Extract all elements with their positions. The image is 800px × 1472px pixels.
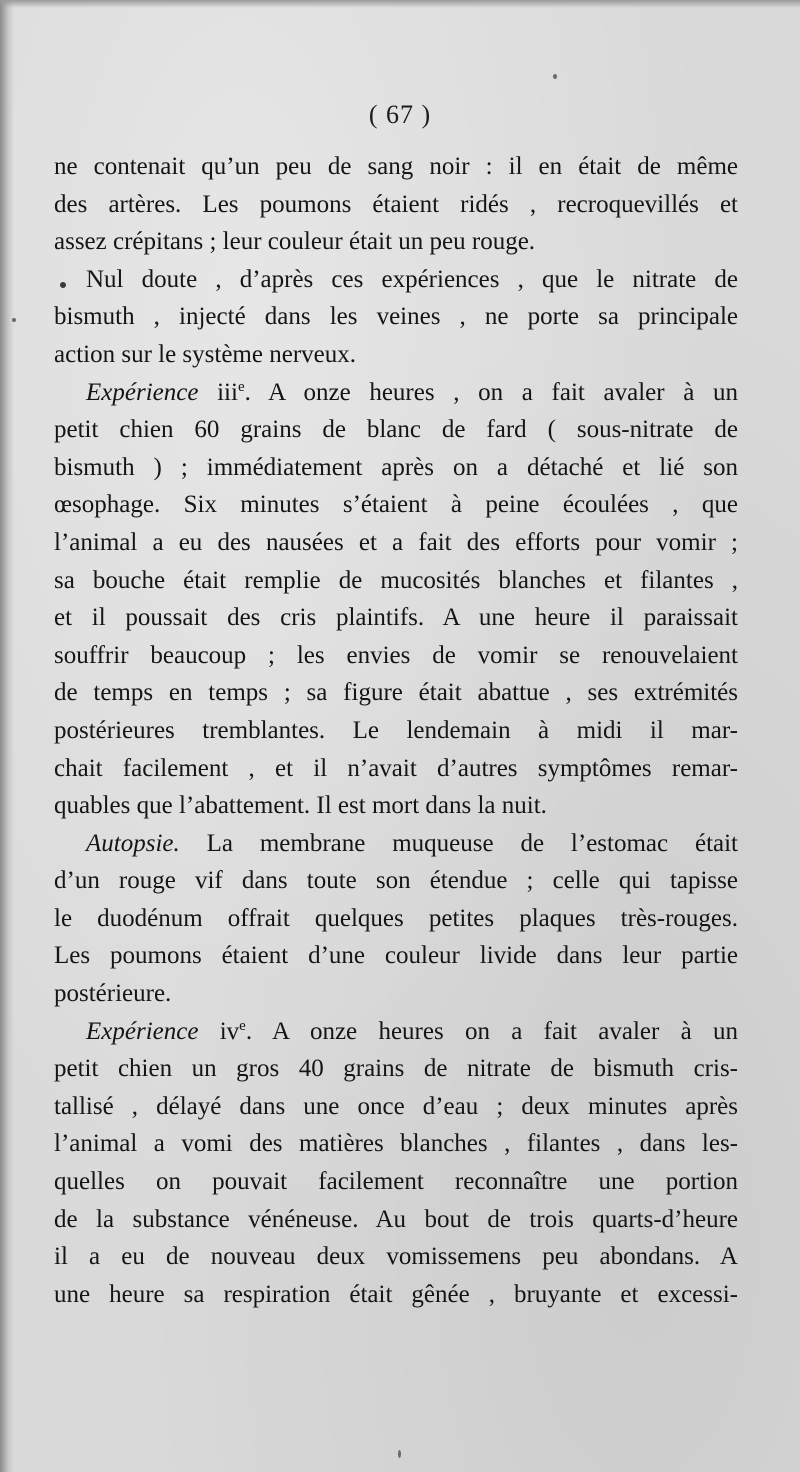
text-line: le duodénum offrait quelques petites plaques très-rouges. xyxy=(54,904,738,932)
page-binding-shadow xyxy=(0,0,14,1472)
text-line: quelles on pouvait facilement reconnaître une portion xyxy=(54,1168,738,1196)
text-line: assez crépitans ; leur couleur était un peu rouge. xyxy=(54,228,536,256)
text-line: l’animal a vomi des matières blanches , filantes , dans les- xyxy=(54,1130,738,1158)
text-line: de temps en temps ; sa figure était abattue , ses extrémités xyxy=(54,679,738,707)
text-line: il a eu de nouveau deux vomissemens peu abondans. A xyxy=(54,1243,738,1271)
text-line: bismuth , injecté dans les veines , ne porte sa principale xyxy=(54,303,738,331)
autopsy-heading: Autopsie. xyxy=(86,829,180,857)
page-body-text xyxy=(54,148,738,1313)
text-line: postérieures tremblantes. Le lendemain à midi il mar- xyxy=(54,716,738,744)
text-line: Autopsie. La membrane muqueuse de l’estomac était xyxy=(86,829,738,857)
text-line: Les poumons étaient d’une couleur livide dans leur partie xyxy=(54,942,738,970)
text-line: Expérience iii$^e$. A onze heures , on a fait avaler à un xyxy=(86,378,738,406)
text-line: postérieure. xyxy=(54,980,172,1008)
text-line: et il poussait des cris plaintifs. A une heure il paraissait xyxy=(54,604,738,632)
paper-speck xyxy=(553,74,557,79)
text-line: quables que l’abattement. Il est mort dans la nuit. xyxy=(54,792,547,820)
page-number: ( 67 ) xyxy=(368,100,432,129)
text-line: des artères. Les poumons étaient ridés , recroquevillés et xyxy=(54,190,738,218)
paper-speck xyxy=(12,318,16,322)
text-line: petit chien 60 grains de blanc de fard ( sous-nitrate de xyxy=(54,416,738,444)
text-line: tallisé , délayé dans une once d’eau ; deux minutes après xyxy=(54,1092,738,1120)
text-line: chait facilement , et il n’avait d’autres symptômes remar- xyxy=(54,754,738,782)
text-line: Nul doute , d’après ces expériences , que le nitrate de xyxy=(86,265,738,293)
text-line: Expérience $iv^e$. A onze heures on a fait avaler à un xyxy=(86,1017,738,1045)
text-line: d’un rouge vif dans toute son étendue ; celle qui tapisse xyxy=(54,867,738,895)
paper-speck xyxy=(398,1450,401,1458)
text-line: ne contenait qu’un peu de sang noir : il en était de même xyxy=(54,153,738,180)
experiment-heading: Expérience xyxy=(86,378,199,406)
text-line: sa bouche était remplie de mucosités blanches et filantes , xyxy=(54,566,738,594)
text-line: petit chien un gros 40 grains de nitrate de bismuth cris- xyxy=(54,1055,738,1083)
text-line: une heure sa respiration était gênée , bruyante et excessi- xyxy=(54,1280,738,1308)
text-line: œsophage. Six minutes s’étaient à peine écoulées , que xyxy=(54,491,738,519)
text-line: de la substance vénéneuse. Au bout de trois quarts-d’heure xyxy=(54,1205,738,1233)
text-line: l’animal a eu des nausées et a fait des efforts pour vomir ; xyxy=(54,528,738,556)
text-line: bismuth ) ; immédiatement après on a détaché et lié son xyxy=(54,453,738,481)
page-top-shadow xyxy=(0,0,800,8)
experiment-heading: Expérience xyxy=(86,1017,199,1045)
text-line: souffrir beaucoup ; les envies de vomir se renouvelaient xyxy=(54,641,738,669)
text-line: action sur le système nerveux. xyxy=(54,340,356,368)
